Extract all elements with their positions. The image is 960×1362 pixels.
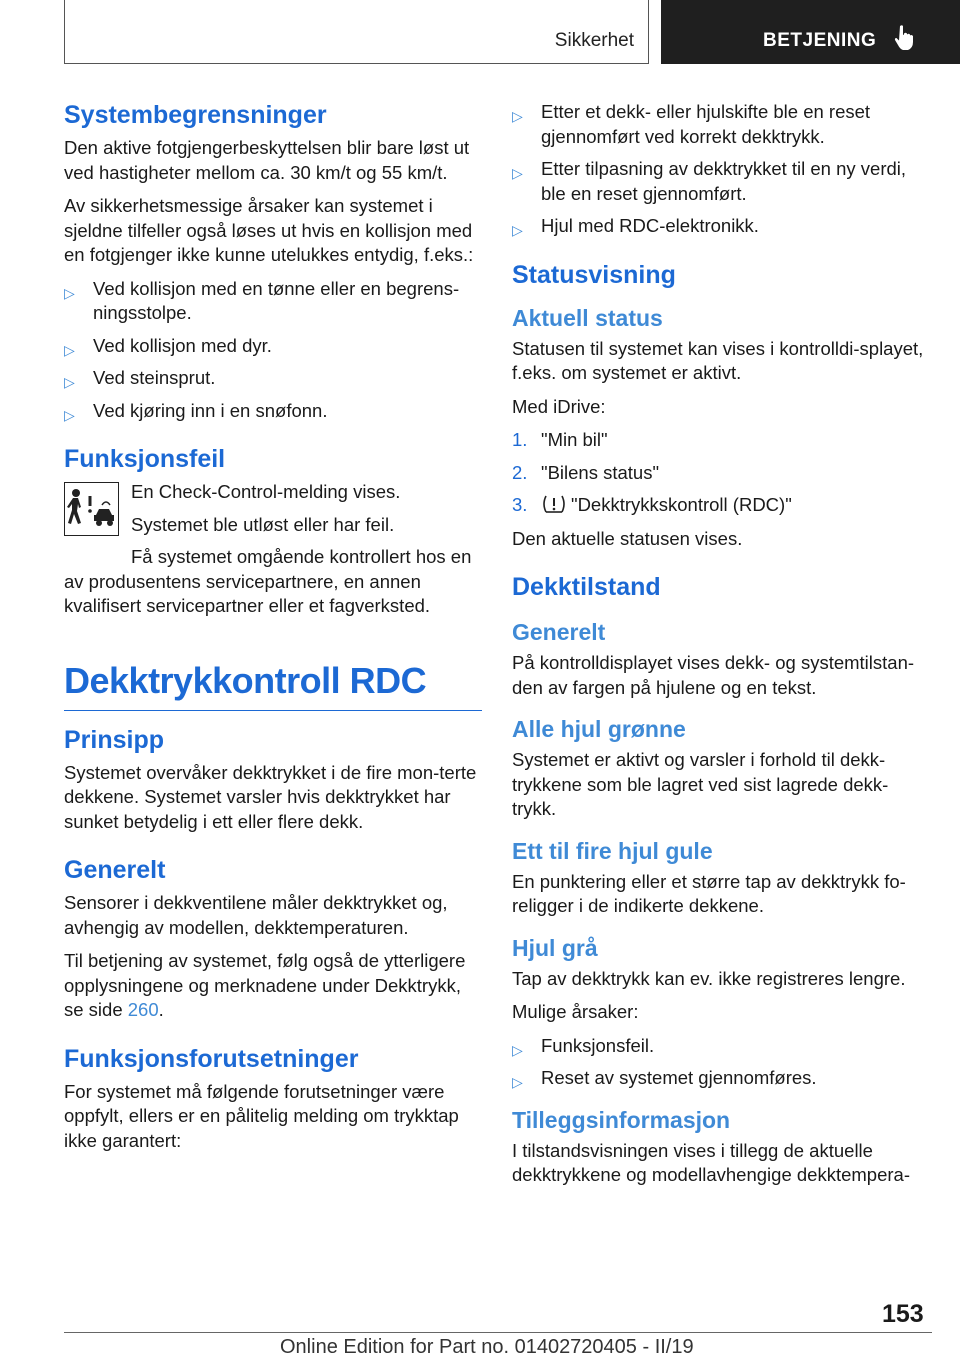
paragraph: På kontrolldisplayet vises dekk- og systemtilstan‐den av fargen på hjulene og en tekst. [512,652,915,698]
heading-alle-hjul-gronne: Alle hjul grønne [512,716,686,742]
paragraph: I tilstandsvisningen vises i tillegg de aktuelle dekktrykkene og modellavhengige dekktempera‐ [512,1139,910,1185]
page-reference-link[interactable]: 260 [127,999,159,1020]
header-section-title: Sikkerhet [554,30,634,51]
heading-prinsipp: Prinsipp [64,725,165,754]
bullet-triangle-icon: ▷ [512,1074,523,1090]
heading-dekktrykkontroll-rdc: Dekktrykkontroll RDC [64,660,482,711]
paragraph: Den aktive fotgjengerbeskyttelsen blir bare løst ut ved hastigheter mellom ca. 30 km/t og 55 km/t. [64,137,470,183]
paragraph: Tap av dekktrykk kan ev. ikke registreres lengre. [512,967,906,989]
paragraph: En Check-Control-melding vises. [131,481,401,502]
paragraph: Med iDrive: [512,395,606,417]
bullet-triangle-icon: ▷ [64,374,75,390]
paragraph: Statusen til systemet kan vises i kontrolldi‐splayet, f.eks. om systemet er aktivt. [512,337,924,383]
paragraph: Mulige årsaker: [512,1001,639,1022]
warning-block [64,480,482,537]
heading-hjul-gra: Hjul grå [512,934,598,961]
list-item: ▷ Ved kollisjon med dyr. [64,334,482,359]
list-item: ▷ Etter tilpasning av dekktrykket til en ny verdi, ble en reset gjennomført. [512,158,907,204]
header-section-box [64,0,649,64]
paragraph: Systemet overvåker dekktrykket i de fire mon‐terte dekkene. Systemet varsler hvis dekktrykket har sunket betydelig i ett eller flere dekk. [64,761,477,832]
footer-edition: Online Edition for Part no. 01402720405 - II/19 [280,1336,694,1358]
bullet-triangle-icon: ▷ [512,1041,523,1058]
numbered-list [512,428,932,518]
heading-tilleggsinformasjon: Tilleggsinformasjon [512,1106,731,1133]
footer-divider [64,1332,932,1333]
heading-funksjonsfeil: Funksjonsfeil [64,445,226,473]
bullet-triangle-icon: ▷ [512,108,523,124]
paragraph: For systemet må følgende forutsetninger være oppfylt, ellers er en pålitelig melding om trykktap ikke garantert: [64,1080,459,1151]
heading-statusvisning: Statusvisning [512,260,676,289]
right-column [512,100,932,1197]
paragraph: Systemet er aktivt og varsler i forhold til dekk‐trykkene som ble lagret ved sist lagrede dekk‐trykk. [512,749,889,819]
heading-ett-til-fire-hjul-gule: Ett til fire hjul gule [512,837,713,864]
page-number: 153 [882,1300,924,1328]
heading-aktuell-status: Aktuell status [512,304,663,331]
pointing-hand-icon [894,24,916,55]
list-item: 3. "Dekktrykkskontroll (RDC)" [512,494,792,515]
paragraph: Systemet ble utløst eller har feil. [131,513,395,535]
bullet-triangle-icon: ▷ [512,165,523,181]
list-item: ▷ Funksjonsfeil. [512,1034,932,1059]
heading-funksjonsforutsetninger: Funksjonsforutsetninger [64,1044,359,1073]
paragraph: Sensorer i dekkventilene måler dekktrykket og, avhengig av modellen, dekktemperaturen. [64,892,448,938]
bullet-list [512,1034,932,1091]
list-item: ▷ Ved kollisjon med en tønne eller en begrens‐ningsstolpe. [64,277,460,323]
paragraph: Til betjening av systemet, følg også de ytterligere opplysningene og merknadene under Dekktrykk, se side 260. [64,950,466,1020]
paragraph: Av sikkerhetsmessige årsaker kan systemet i sjeldne tilfeller også løses ut hvis en kollisjon med en fotgjenger ikke kunne utelukkes entydig, f.eks.: [64,195,474,265]
heading-systembegrensninger: Systembegrensninger [64,101,327,129]
list-item: ▷ Hjul med RDC-elektronikk. [512,214,932,239]
list-item: 1. "Min bil" [512,429,608,450]
header-chapter-box [661,0,960,64]
list-item: ▷ Etter et dekk- eller hjulskifte ble en reset gjennomført ved korrekt dekktrykk. [512,101,871,147]
paragraph: En punktering eller et større tap av dekktrykk fo‐religger i de indikerte dekkene. [512,870,906,916]
heading-dekktilstand: Dekktilstand [512,573,661,601]
paragraph: Den aktuelle statusen vises. [512,527,743,549]
heading-generelt: Generelt [64,856,166,884]
heading-generelt-right: Generelt [512,619,606,645]
header-chapter-title: BETJENING [763,30,877,51]
bullet-list [512,100,932,239]
list-item: ▷ Ved steinsprut. [64,366,482,391]
tire-pressure-warning-icon [541,494,567,514]
list-item: 2. "Bilens status" [512,461,660,483]
list-item: ▷ Ved kjøring inn i en snøfonn. [64,399,482,424]
list-item: ▷ Reset av systemet gjennomføres. [512,1066,932,1091]
paragraph: Få systemet omgående kontrollert hos en av produsentens servicepartnere, en annen kvalifisert servicepartner eller et fagverksted. [64,546,472,616]
pedestrian-warning-icon [64,482,119,536]
bullet-triangle-icon: ▷ [64,406,75,423]
left-column [64,100,482,1162]
bullet-list [64,277,482,424]
bullet-triangle-icon: ▷ [512,222,523,238]
bullet-triangle-icon: ▷ [64,284,75,301]
bullet-triangle-icon: ▷ [64,341,75,358]
